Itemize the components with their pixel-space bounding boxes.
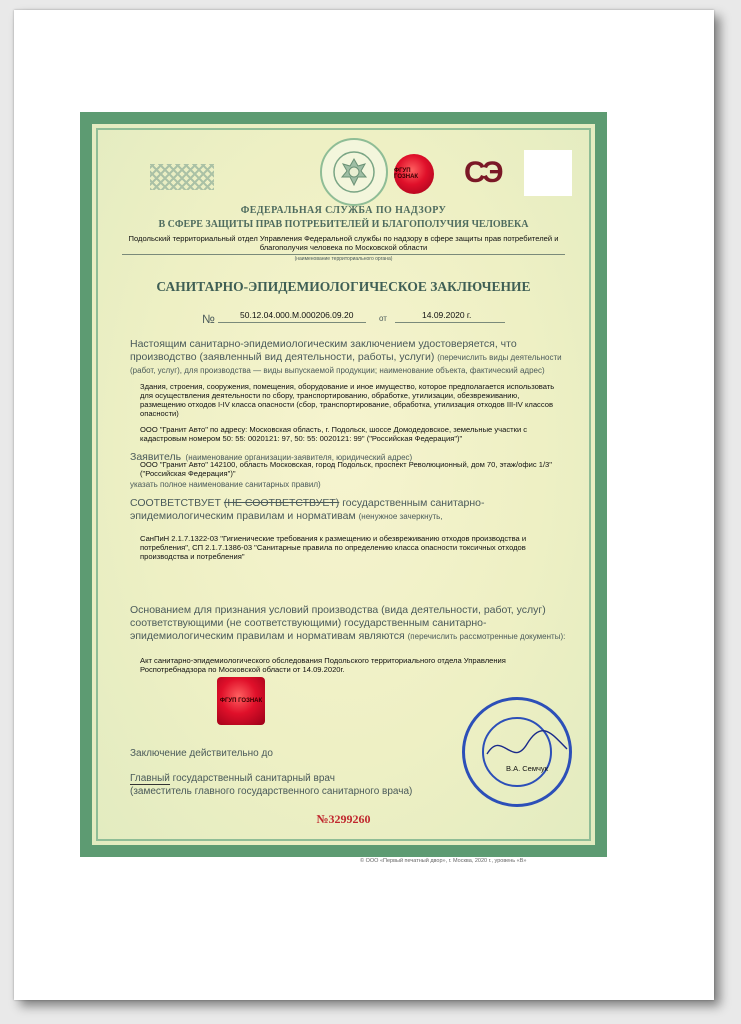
date-label: от: [379, 314, 387, 323]
department-rule: [122, 254, 565, 255]
hologram-text: ФГУП ГОЗНАК: [394, 168, 419, 180]
department-hint: (наименование территориального органа): [294, 256, 393, 262]
signatory-line1: [130, 773, 335, 784]
applicant-label: Заявитель: [130, 451, 182, 463]
applicant-hint: (наименование организации-заявителя, юридический адрес): [185, 453, 413, 462]
intro-hint: (перечислить виды деятельности (работ, услуг), для производства — виды выпускаемой продукции; наименование объекта, фактический адрес): [130, 353, 562, 375]
intro-value: Здания, строения, сооружения, помещения, оборудование и иное имущество, которое предполагается использовать для осуществления деятельности по сбору, транспортированию, обработке, утилизации, обезвреживанию, размещению отходов I-IV класса опасности (сбор, транспортирование, обработка, утилизация отходов III-IV классов опасности): [140, 382, 555, 418]
intro-text: [130, 338, 575, 377]
document-number: 50.12.04.000.М.000206.09.20: [240, 310, 354, 320]
basis-main: Основанием для признания условий производства (вида деятельности, работ, услуг) соответствующими (не соответствующими) государственным санитарно-эпидемиологическим правилам и нормативам являются: [130, 604, 546, 642]
conformity-text: [130, 497, 575, 523]
signatory-name: В.А. Семчук: [506, 764, 548, 773]
document-date: 14.09.2020 г.: [422, 310, 472, 320]
signatory-title-rest: государственный санитарный врач: [172, 773, 335, 784]
guilloche-pattern: [150, 164, 214, 190]
se-mark-icon: [464, 156, 501, 190]
rospotrebnadzor-emblem-icon: [320, 138, 388, 206]
object-address: ООО "Гранит Авто" по адресу: Московская область, г. Подольск, шоссе Домодедовское, земельные участки с кадастровым номером 50: 55: 0020121: 97, 50: 55: 0020121: 99" ("Российская Федерация")": [140, 425, 528, 443]
serial-number: №3299260: [316, 812, 371, 826]
basis-value: Акт санитарно-эпидемиологического обследования Подольского территориального отдела Управления Роспотребнадзора по Московской области от 14.09.2020г.: [140, 656, 506, 674]
department-name: Подольский территориальный отдел Управления Федеральной службы по надзору в сфере защиты прав потребителей и благополучия человека по Московской области: [128, 234, 559, 252]
basis-text: [130, 604, 575, 643]
certificate: [80, 112, 607, 857]
conformity-no: (НЕ СООТВЕТСТВУЕТ): [223, 497, 340, 509]
hologram-sticker-2: [217, 677, 265, 725]
number-rule: [218, 322, 366, 323]
signatory-title-main: Главный: [130, 773, 170, 784]
blank-box: [524, 150, 572, 196]
validity-label: Заключение действительно до: [130, 748, 273, 759]
applicant-hint2: указать полное наименование санитарных правил): [130, 480, 321, 489]
se-mark-text: СЭ: [464, 156, 501, 189]
service-line2: В СФЕРЕ ЗАЩИТЫ ПРАВ ПОТРЕБИТЕЛЕЙ И БЛАГОПОЛУЧИЯ ЧЕЛОВЕКА: [158, 219, 529, 230]
basis-hint: (перечислить рассмотренные документы):: [407, 632, 566, 641]
hologram-text-2: ФГУП ГОЗНАК: [219, 698, 263, 704]
hologram-sticker: [394, 154, 434, 194]
document-title: САНИТАРНО-ЭПИДЕМИОЛОГИЧЕСКОЕ ЗАКЛЮЧЕНИЕ: [156, 279, 531, 294]
printer-note: © ООО «Первый печатный двор», г. Москва, 2020 г., уровень «В»: [360, 858, 527, 864]
conformity-hint: (ненужное зачеркнуть,: [358, 512, 443, 521]
date-rule: [395, 322, 505, 323]
service-line1: ФЕДЕРАЛЬНАЯ СЛУЖБА ПО НАДЗОРУ: [240, 205, 447, 216]
signatory-line2: (заместитель главного государственного санитарного врача): [130, 786, 413, 797]
intro-main: Настоящим санитарно-эпидемиологическим заключением удостоверяется, что производство (заявленный вид деятельности, работы, услуги): [130, 338, 517, 363]
sanitary-rules: СанПиН 2.1.7.1322-03 "Гигиенические требования к размещению и обезвреживанию отходов производства и потребления", СП 2.1.7.1386-03 "Санитарные правила по определению класса опасности токсичных отходов производства и потребления": [140, 534, 527, 561]
number-label: №: [202, 312, 215, 326]
applicant-value: ООО "Гранит Авто" 142100, область Московская, город Подольск, проспект Революционный, дом 70, этаж/офис 1/3" ("Российская Федерация")": [140, 460, 552, 478]
conformity-yes: СООТВЕТСТВУЕТ: [130, 497, 221, 509]
conformity-rest: государственным санитарно-эпидемиологическим правилам и нормативам: [130, 497, 485, 522]
